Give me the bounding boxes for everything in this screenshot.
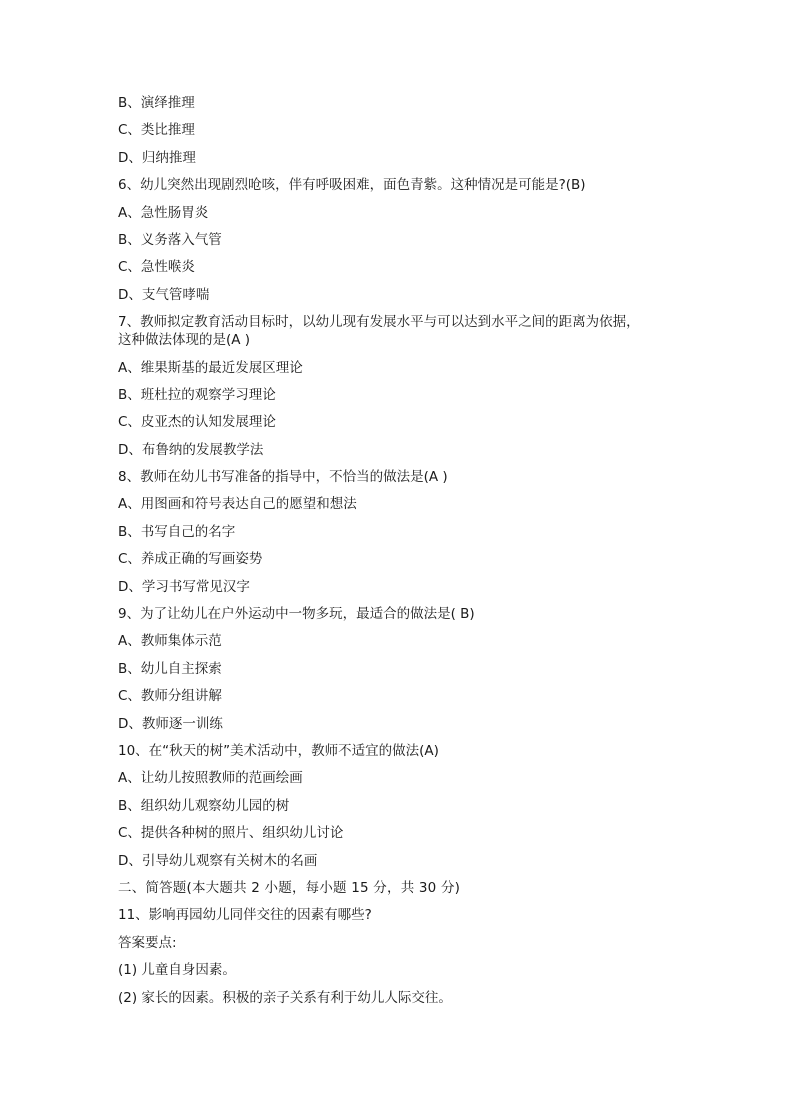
q8-option-c: C、养成正确的写画姿势: [118, 551, 263, 568]
q10-option-b: B、组织幼儿观察幼儿园的树: [118, 797, 290, 814]
q9-option-a: A、教师集体示范: [118, 633, 222, 650]
q10-option-c: C、提供各种树的照片、组织幼儿讨论: [118, 825, 344, 842]
q6-option-d: D、支气管哮喘: [118, 286, 210, 303]
answer-key-label: 答案要点:: [118, 934, 177, 951]
q10-option-d: D、引导幼儿观察有关树木的名画: [118, 852, 318, 869]
q7-option-b: B、班杜拉的观察学习理论: [118, 386, 276, 403]
question-9: 9、为了让幼儿在户外运动中一物多玩，最适合的做法是( B): [118, 606, 475, 623]
q8-option-a: A、用图画和符号表达自己的愿望和想法: [118, 496, 357, 513]
q9-option-b: B、幼儿自主探索: [118, 660, 222, 677]
answer-point-2: (2) 家长的因素。积极的亲子关系有利于幼儿人际交往。: [118, 989, 452, 1006]
exam-content: [118, 94, 678, 1016]
question-8: 8、教师在幼儿书写准备的指导中，不恰当的做法是(A ): [118, 469, 448, 486]
q8-option-b: B、书写自己的名字: [118, 523, 236, 540]
question-10: 10、在“秋天的树”美术活动中，教师不适宜的做法(A): [118, 742, 439, 759]
section-heading-short-answer: 二、简答题(本大题共 2 小题，每小题 15 分，共 30 分): [118, 879, 461, 896]
question-6: 6、幼儿突然出现剧烈呛咳，伴有呼吸困难，面色青紫。这种情况是可能是?(B): [118, 177, 586, 194]
answer-point-1: (1) 儿童自身因素。: [118, 962, 236, 979]
option-d-inductive: D、归纳推理: [118, 149, 196, 166]
q7-option-c: C、皮亚杰的认知发展理论: [118, 414, 276, 431]
question-7-part2: 这种做法体现的是(A ): [118, 332, 251, 349]
q9-option-d: D、教师逐一训练: [118, 715, 223, 732]
q10-option-a: A、让幼儿按照教师的范画绘画: [118, 770, 303, 787]
question-11: 11、影响再园幼儿同伴交往的因素有哪些?: [118, 907, 372, 924]
option-b-deductive: B、演绎推理: [118, 95, 195, 111]
q6-option-c: C、急性喉炎: [118, 259, 195, 276]
q8-option-d: D、学习书写常见汉字: [118, 578, 250, 595]
q7-option-a: A、维果斯基的最近发展区理论: [118, 359, 303, 376]
q6-option-b: B、义务落入气管: [118, 231, 222, 248]
question-7-part1: 7、教师拟定教育活动目标时，以幼儿现有发展水平与可以达到水平之间的距离为依据，: [118, 314, 640, 331]
option-c-analogical: C、类比推理: [118, 122, 195, 139]
q9-option-c: C、教师分组讲解: [118, 688, 222, 705]
q7-option-d: D、布鲁纳的发展教学法: [118, 441, 264, 458]
q6-option-a: A、急性肠胃炎: [118, 204, 209, 221]
